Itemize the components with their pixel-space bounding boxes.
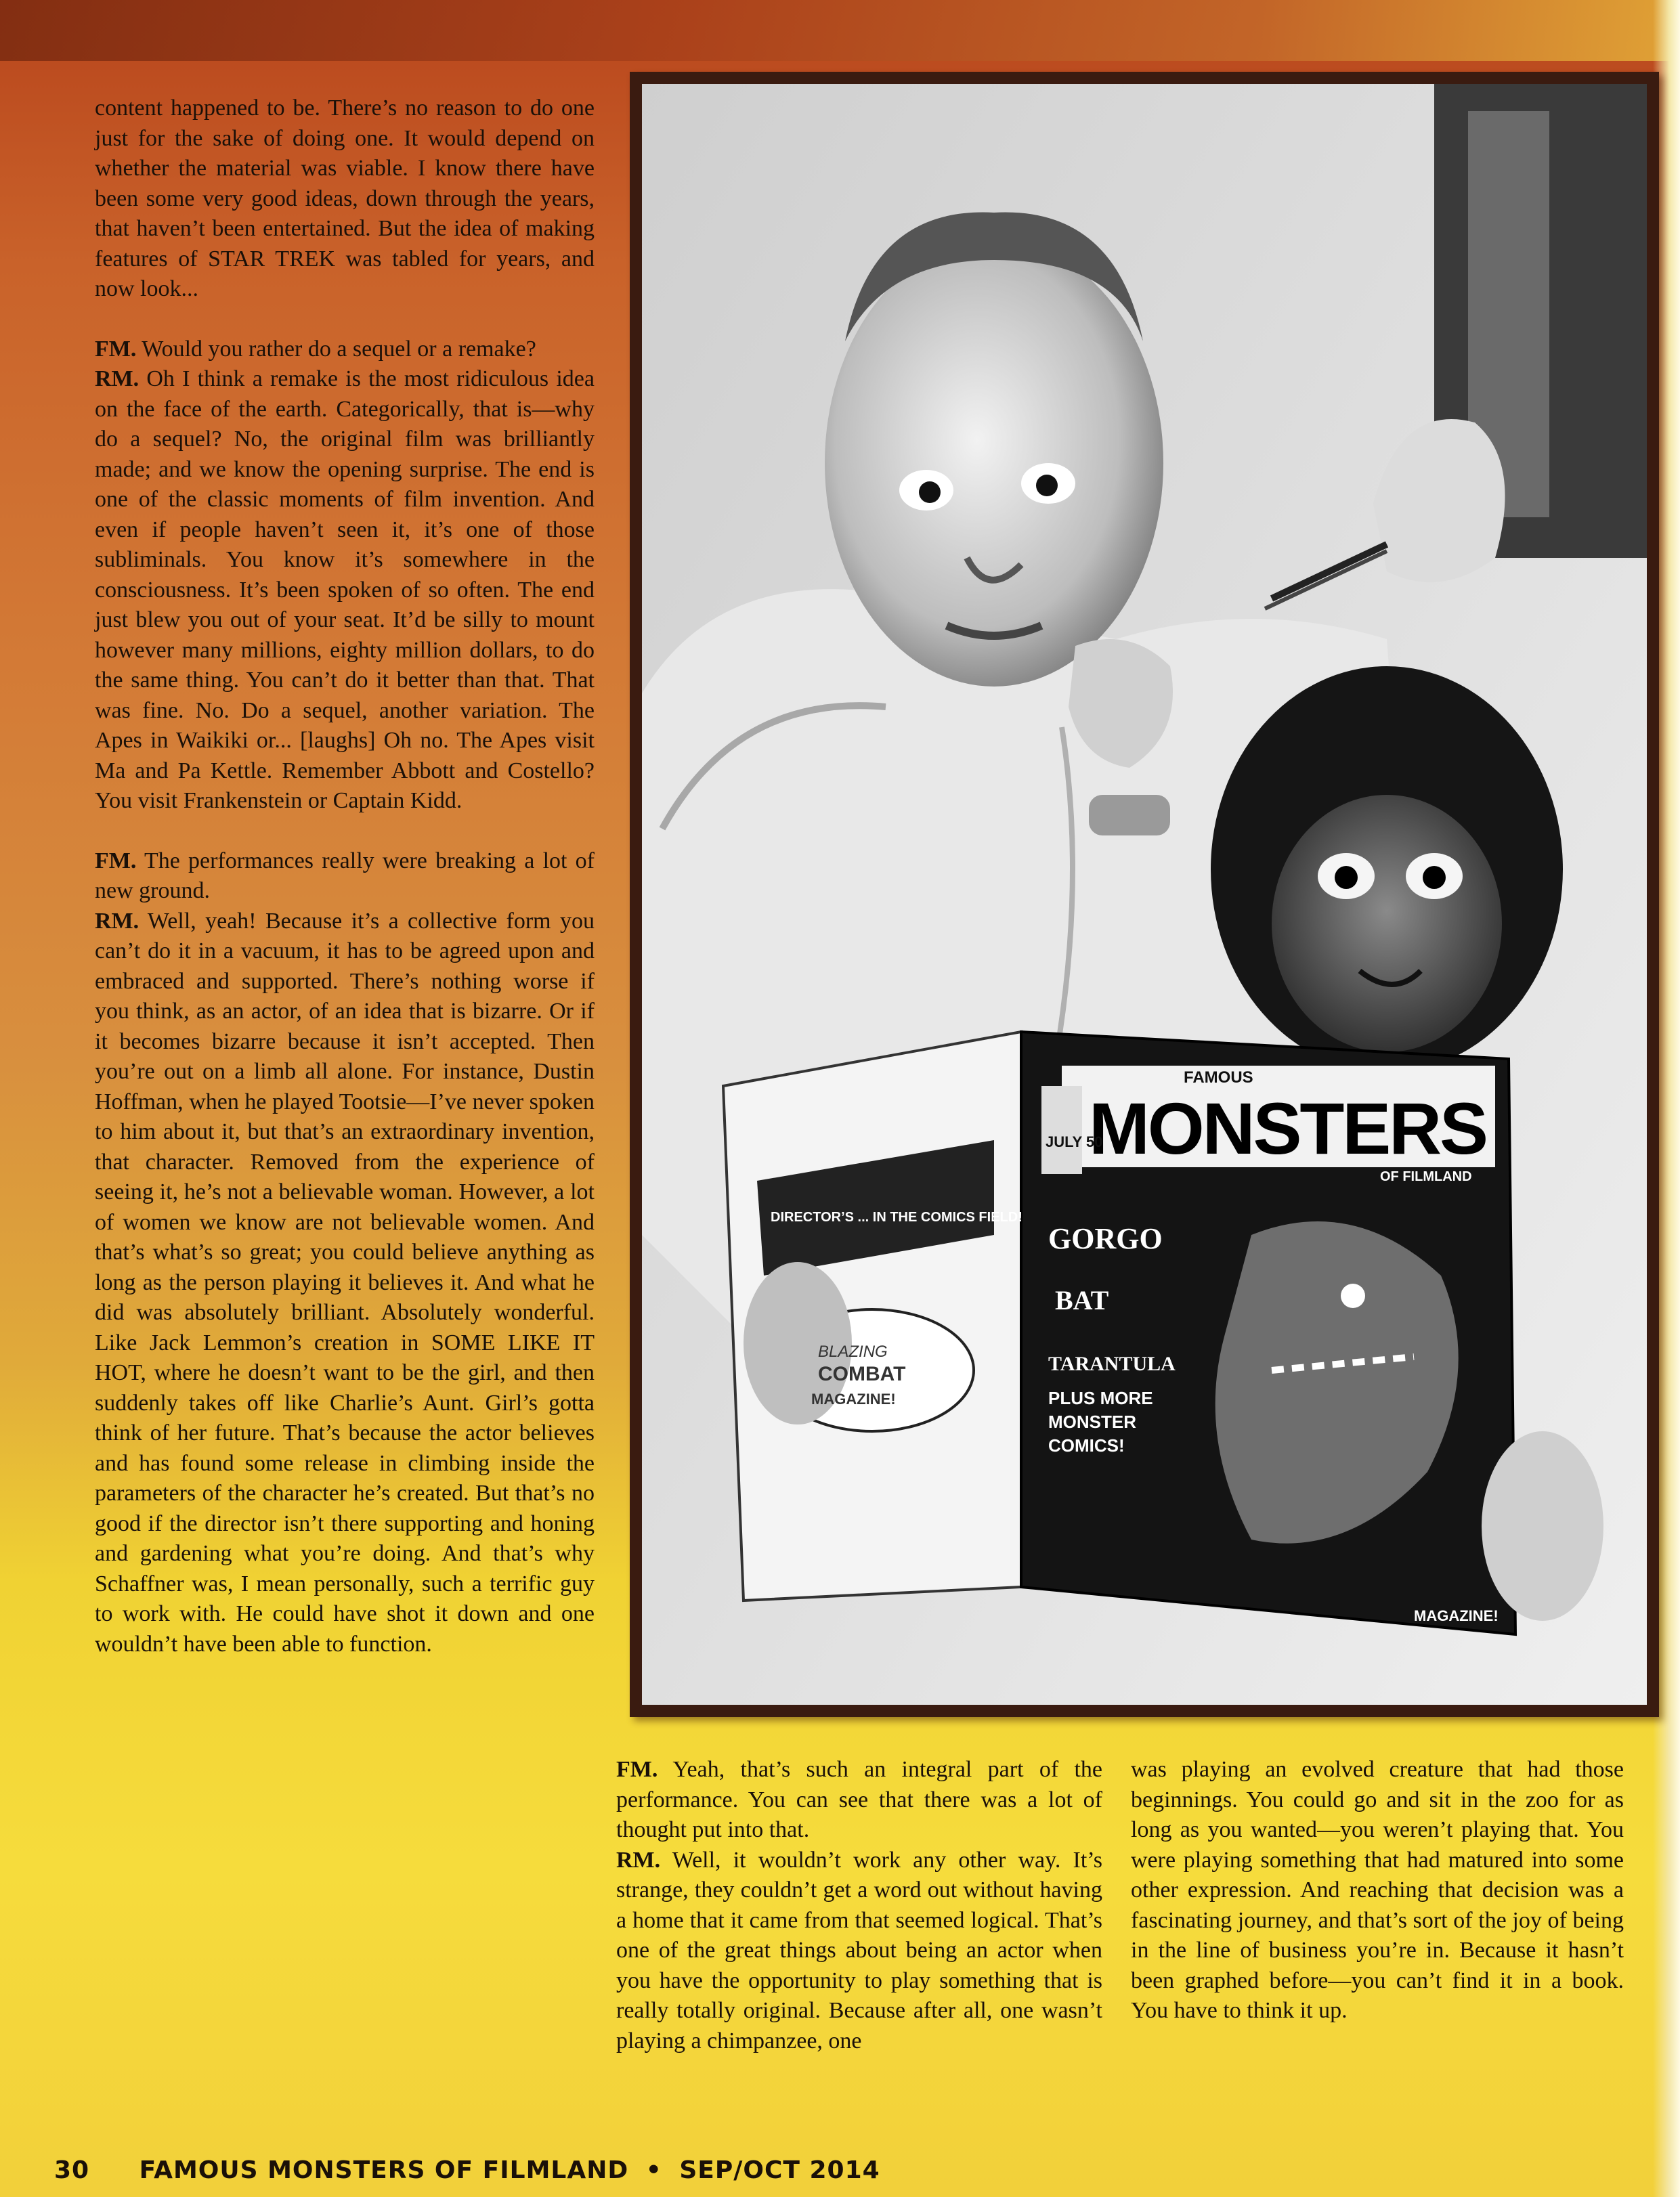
question-paragraph (95, 846, 595, 907)
cover-line: COMICS! (1048, 1435, 1125, 1456)
magazine-subtitle: OF FILMLAND (1380, 1169, 1472, 1184)
answer-continued: was playing an evolved creature that had those beginnings. You could go and sit in the zoo for as long as you wanted—you weren’t playing that. You were playing something that had matured into some other expression. And reaching that decision was a fascinating journey, and that’s sort of the joy of being in the line of business you’re in. Because it hasn’t been graphed before—you can’t find it in a book. You have to think it up. (1131, 1757, 1624, 2023)
question-text: The performances really were breaking a lot of new ground. (95, 848, 595, 903)
article-column-3 (1131, 1755, 1624, 2026)
page-footer (54, 2156, 880, 2183)
magazine-top-text: FAMOUS (1184, 1068, 1253, 1087)
cover-line: BAT (1055, 1285, 1109, 1315)
article-column-1 (95, 93, 595, 1659)
question-paragraph (616, 1755, 1102, 1846)
question-text: Yeah, that’s such an integral part of the performance. You can see that there was a lot of thought put into that. (616, 1757, 1102, 1842)
photo-frame (630, 72, 1659, 1717)
cover-line: PLUS MORE (1048, 1388, 1153, 1408)
back-cover-line: COMBAT (818, 1363, 906, 1385)
speaker-label: FM. (616, 1757, 658, 1782)
speaker-label: FM. (95, 848, 137, 873)
magazine-bottom-text: MAGAZINE! (1414, 1607, 1499, 1624)
cover-line: MONSTER (1048, 1412, 1136, 1432)
back-cover-headline: DIRECTOR’S ... IN THE COMICS FIELD! (771, 1210, 1022, 1225)
photo-makeup-artist-and-ape-reading-magazine (642, 84, 1647, 1705)
top-decorative-band (0, 0, 1680, 61)
issue-label: JULY 50 (1046, 1133, 1103, 1150)
issue-date: SEP/OCT 2014 (679, 2156, 880, 2184)
answer-paragraph (616, 1846, 1102, 2057)
speaker-label: FM. (95, 336, 137, 362)
footer-separator: • (645, 2156, 662, 2184)
answer-text: Well, it wouldn’t work any other way. It’s strange, they couldn’t get a word out without having a home that it came from that seemed logical. That’s one of the great things about being an actor when you have the opportunity to play something that is really totally original. Because after all, one wasn’t playing a chimpanzee, one (616, 1847, 1102, 2053)
back-cover-line: BLAZING (818, 1343, 888, 1361)
magazine-title: MONSTERS (1089, 1087, 1488, 1169)
question-text: Would you rather do a sequel or a remake? (136, 336, 536, 362)
speaker-label: RM. (616, 1847, 661, 1873)
question-paragraph (95, 334, 595, 365)
paragraph: content happened to be. There’s no reason to do one just for the sake of doing one. It would depend on whether the material was viable. I know there have been some very good ideas, down through the years, that haven’t been entertained. But the idea of making features of STAR TREK was tabled for years, and now look... (95, 95, 595, 301)
answer-text: Well, yeah! Because it’s a collective form you can’t do it in a vacuum, it has to be agreed upon and embraced and supported. There’s nothing worse if you think, as an actor, of an idea that is bizarre. Or if it becomes bizarre because it isn’t accepted. Then you’re out on a limb all alone. For instance, Dustin Hoffman, when he played Tootsie—I’ve never spoken to him about it, but that’s an extraordinary invention, that character. Removed from the experience of seeing it, he’s not a believable woman. However, a lot of women we know are not believable women. And that’s what’s so great; you could believe anything as long as the person playing it believes it. And what he did was absolutely brilliant. Absolutely wonderful. Like Jack Lemmon’s creation in SOME LIKE IT HOT, where he doesn’t want to be the girl, and then suddenly takes off like Charlie’s Aunt. Girl’s gotta think of her future. That’s because the actor believes and has found some release in climbing inside the parameters of the character he’s created. But that’s no good if the director isn’t there supporting and honing and gardening what you’re doing. And that’s why Schaffner was, I mean personally, such a terrific guy to work with. He could have shot it down and one wouldn’t have been able to function. (95, 908, 595, 1657)
cover-line: GORGO (1048, 1222, 1163, 1255)
answer-paragraph (95, 364, 595, 817)
speaker-label: RM. (95, 366, 139, 391)
article-column-2 (616, 1755, 1102, 2056)
back-cover-line: MAGAZINE! (811, 1391, 896, 1408)
answer-text: Oh I think a remake is the most ridiculous idea on the face of the earth. Categorically, that is—why do a sequel? No, the original film was brilliantly made; and we know the opening surprise. The end is one of the classic moments of film invention. And even if people haven’t seen it, it’s one of those subliminals. You know it’s somewhere in the consciousness. It’s been spoken of so often. The end just blew you out of your seat. It’d be silly to mount however many millions, eighty million dollars, to do the same thing. You can’t do it better than that. That was fine. No. Do a sequel, another variation. The Apes in Waikiki or... [laughs] Oh no. The Apes visit Ma and Pa Kettle. Remember Abbott and Costello? You visit Frankenstein or Captain Kidd. (95, 366, 595, 813)
cover-line: TARANTULA (1048, 1353, 1176, 1375)
answer-paragraph (95, 907, 595, 1660)
speaker-label: RM. (95, 908, 139, 934)
publication-name: FAMOUS MONSTERS OF FILMLAND (139, 2156, 629, 2184)
page-number: 30 (54, 2156, 90, 2184)
